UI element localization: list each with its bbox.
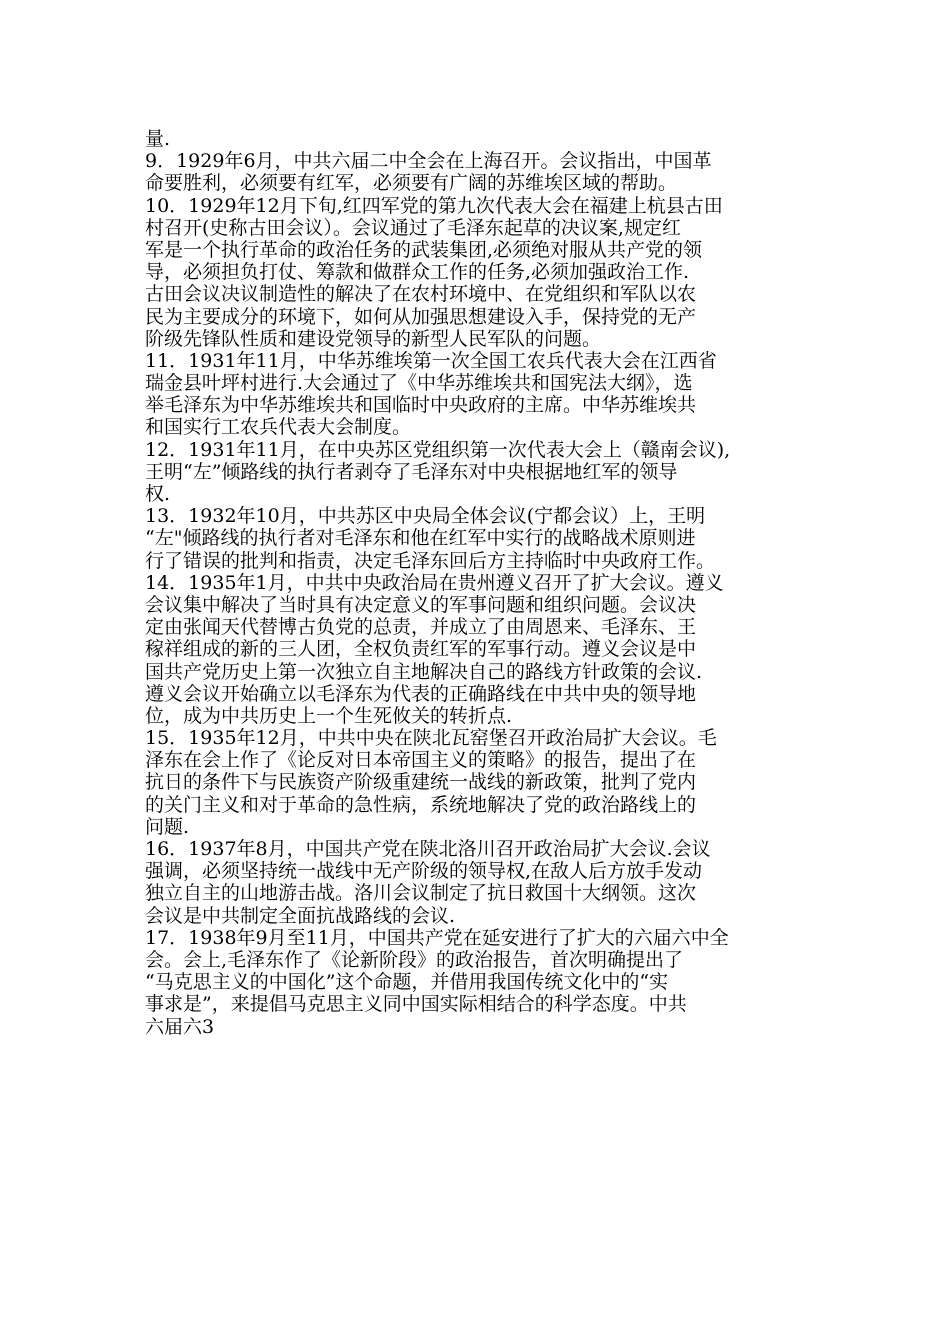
document-body: [145, 128, 825, 1038]
text-line: 举毛泽东为中华苏维埃共和国临时中央政府的主席。中华苏维埃共: [145, 394, 697, 417]
text-line: 抗日的条件下与民族资产阶级重建统一战线的新政策，批判了党内: [145, 771, 697, 794]
text-line: 独立自主的山地游击战。洛川会议制定了抗日救国十大纲领。这次: [145, 882, 697, 905]
text-line: 会议是中共制定全面抗战路线的会议.: [145, 904, 456, 927]
text-line: 民为主要成分的环境下，如何从加强思想建设入手，保持党的无产: [145, 305, 697, 328]
text-line: “马克思主义的中国化”这个命题，并借用我国传统文化中的“实: [145, 971, 669, 994]
text-line: 军是一个执行革命的政治任务的武装集团,必须绝对服从共产党的领: [145, 238, 703, 261]
text-line: 11．1931年11月，中华苏维埃第一次全国工农兵代表大会在江西省: [145, 349, 717, 372]
text-line: 和国实行工农兵代表大会制度。: [145, 416, 412, 439]
text-line: 导，必须担负打仗、筹款和做群众工作的任务,必须加强政治工作.: [145, 261, 690, 284]
text-line: 行了错误的批判和指责，决定毛泽东回后方主持临时中央政府工作。: [145, 549, 716, 572]
text-line: 古田会议决议制造性的解决了在农村环境中、在党组织和军队以农: [145, 283, 697, 306]
text-line: 六届六3: [145, 1015, 215, 1038]
text-line: 瑞金县叶坪村进行.大会通过了《中华苏维埃共和国宪法大纲》，选: [145, 372, 693, 395]
text-line: 遵义会议开始确立以毛泽东为代表的正确路线在中共中央的领导地: [145, 682, 697, 705]
text-line: 9．1929年6月，中共六届二中全会在上海召开。会议指出，中国革: [145, 150, 712, 173]
text-line: 10．1929年12月下旬,红四军党的第九次代表大会在福建上杭县古田: [145, 194, 723, 217]
text-line: 的关门主义和对于革命的急性病，系统地解决了党的政治路线上的: [145, 793, 697, 816]
text-line: 阶级先锋队性质和建设党领导的新型人民军队的问题。: [145, 327, 602, 350]
text-line: 13．1932年10月，中共苏区中央局全体会议(宁都会议）上，王明: [145, 505, 706, 528]
text-line: 12．1931年11月，在中央苏区党组织第一次代表大会上（赣南会议),: [145, 438, 731, 461]
text-line: 量.: [145, 128, 171, 150]
text-line: 事求是”，来提倡马克思主义同中国实际相结合的科学态度。中共: [145, 993, 687, 1016]
text-line: 会。会上,毛泽东作了《论新阶段》的政治报告，首次明确提出了: [145, 948, 684, 971]
text-line: 位，成为中共历史上一个生死攸关的转折点.: [145, 704, 513, 727]
text-line: 定由张闻天代替博古负党的总责，并成立了由周恩来、毛泽东、王: [145, 616, 697, 639]
text-line: 泽东在会上作了《论反对日本帝国主义的策略》的报告，提出了在: [145, 749, 697, 772]
text-line: 14．1935年1月，中共中央政治局在贵州遵义召开了扩大会议。遵义: [145, 571, 724, 594]
text-line: 村召开(史称古田会议）。会议通过了毛泽东起草的决议案,规定红: [145, 216, 681, 239]
text-line: 问题.: [145, 815, 190, 838]
text-line: 王明“左”倾路线的执行者剥夺了毛泽东对中央根据地红军的领导: [145, 460, 678, 483]
text-line: 会议集中解决了当时具有决定意义的军事问题和组织问题。会议决: [145, 593, 697, 616]
text-line: 16．1937年8月，中国共产党在陕北洛川召开政治局扩大会议.会议: [145, 838, 711, 860]
text-line: 强调，必须坚持统一战线中无产阶级的领导权,在敌人后方放手发动: [145, 860, 703, 883]
text-line: “左"倾路线的执行者对毛泽东和他在红军中实行的战略战术原则进: [145, 527, 696, 550]
text-line: 17．1938年9月至11月，中国共产党在延安进行了扩大的六届六中全: [145, 926, 729, 949]
text-line: 稼祥组成的新的三人团，全权负责红军的军事行动。遵义会议是中: [145, 638, 697, 661]
text-line: 权.: [145, 483, 171, 505]
text-line: 15．1935年12月，中共中央在陕北瓦窑堡召开政治局扩大会议。毛: [145, 727, 717, 750]
text-line: 命要胜利，必须要有红军，必须要有广阔的苏维埃区域的帮助。: [145, 172, 678, 195]
text-line: 国共产党历史上第一次独立自主地解决自己的路线方针政策的会议.: [145, 660, 703, 683]
